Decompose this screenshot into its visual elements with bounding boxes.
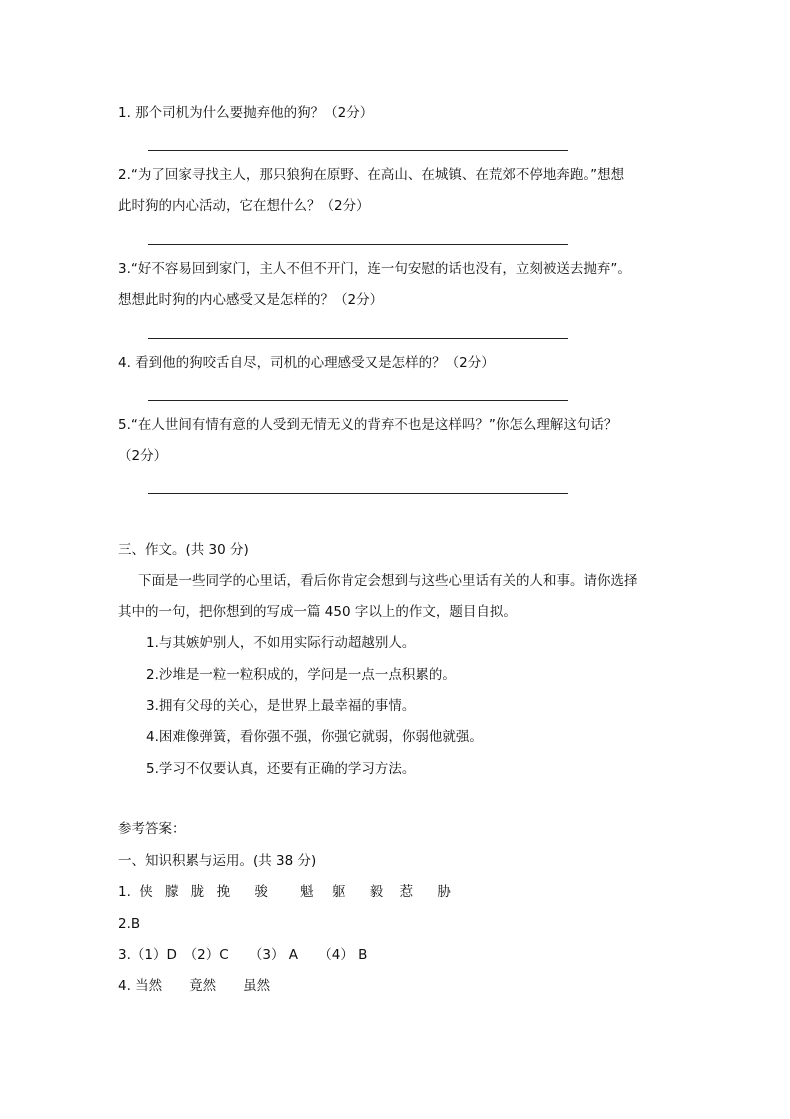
answer-1-char: 胧 [190, 884, 205, 900]
question-2-line2: 此时狗的内心活动，它在想什么？（2分） [118, 198, 370, 214]
composition-intro-line2: 其中的一句，把你想到的写成一篇 450 字以上的作文，题目自拟。 [118, 604, 517, 620]
answer-1-char: 躯 [331, 884, 346, 900]
answer-1-char: 挽 [216, 884, 231, 900]
answer-1-char: 胁 [437, 884, 451, 900]
composition-option-1: 1.与其嫉妒别人，不如用实际行动超越别人。 [146, 635, 416, 651]
question-1: 1. 那个司机为什么要抛弃他的狗？（2分） [118, 105, 374, 121]
answer-1-char: 魁 [300, 884, 314, 900]
answer-1-char: 骏 [254, 884, 268, 900]
composition-option-5: 5.学习不仅要认真，还要有正确的学习方法。 [146, 761, 416, 777]
answer-3: 3.（1）D （2）C （3） A （4） B [118, 947, 368, 963]
answer-4: 4. 当然 竟然 虽然 [118, 978, 271, 994]
question-2-line1: 2.“为了回家寻找主人，那只狼狗在原野、在高山、在城镇、在荒郊不停地奔跑。”想想 [118, 167, 625, 183]
answer-line-3 [148, 338, 568, 339]
composition-heading: 三、作文。(共 30 分) [118, 542, 249, 558]
composition-intro-line1: 下面是一些同学的心里话，看后你肯定会想到与这些心里话有关的人和事。请你选择 [138, 573, 638, 589]
answer-line-1 [148, 150, 568, 151]
answer-line-5 [148, 493, 568, 494]
answers-section-1: 一、知识积累与运用。(共 38 分) [118, 853, 317, 869]
answer-line-4 [148, 400, 568, 401]
question-5-line2: （2分） [118, 448, 168, 464]
answer-1-char: 侠 [139, 884, 153, 900]
composition-option-4: 4.困难像弹簧，看你强不强，你强它就弱，你弱他就强。 [146, 729, 483, 745]
question-5-line1: 5.“在人世间有情有意的人受到无情无义的背弃不也是这样吗？”你怎么理解这句话？ [118, 417, 618, 433]
answer-1-char: 毅 [369, 884, 384, 900]
composition-option-3: 3.拥有父母的关心，是世界上最幸福的事情。 [146, 698, 416, 714]
answer-1-char: 惹 [399, 884, 414, 900]
answer-1-prefix: 1. [118, 884, 131, 900]
answer-1 [118, 883, 451, 901]
question-3-line2: 想想此时狗的内心感受又是怎样的？（2分） [118, 292, 384, 308]
answer-2: 2.B [118, 916, 141, 932]
question-4: 4. 看到他的狗咬舌自尽，司机的心理感受又是怎样的？（2分） [118, 355, 495, 371]
answers-heading: 参考答案： [118, 821, 186, 837]
answer-1-char: 朦 [164, 884, 179, 900]
answer-line-2 [148, 244, 568, 245]
question-3-line1: 3.“好不容易回到家门，主人不但不开门，连一句安慰的话也没有，立刻被送去抛弃”。 [118, 261, 631, 277]
composition-option-2: 2.沙堆是一粒一粒积成的，学问是一点一点积累的。 [146, 667, 456, 683]
